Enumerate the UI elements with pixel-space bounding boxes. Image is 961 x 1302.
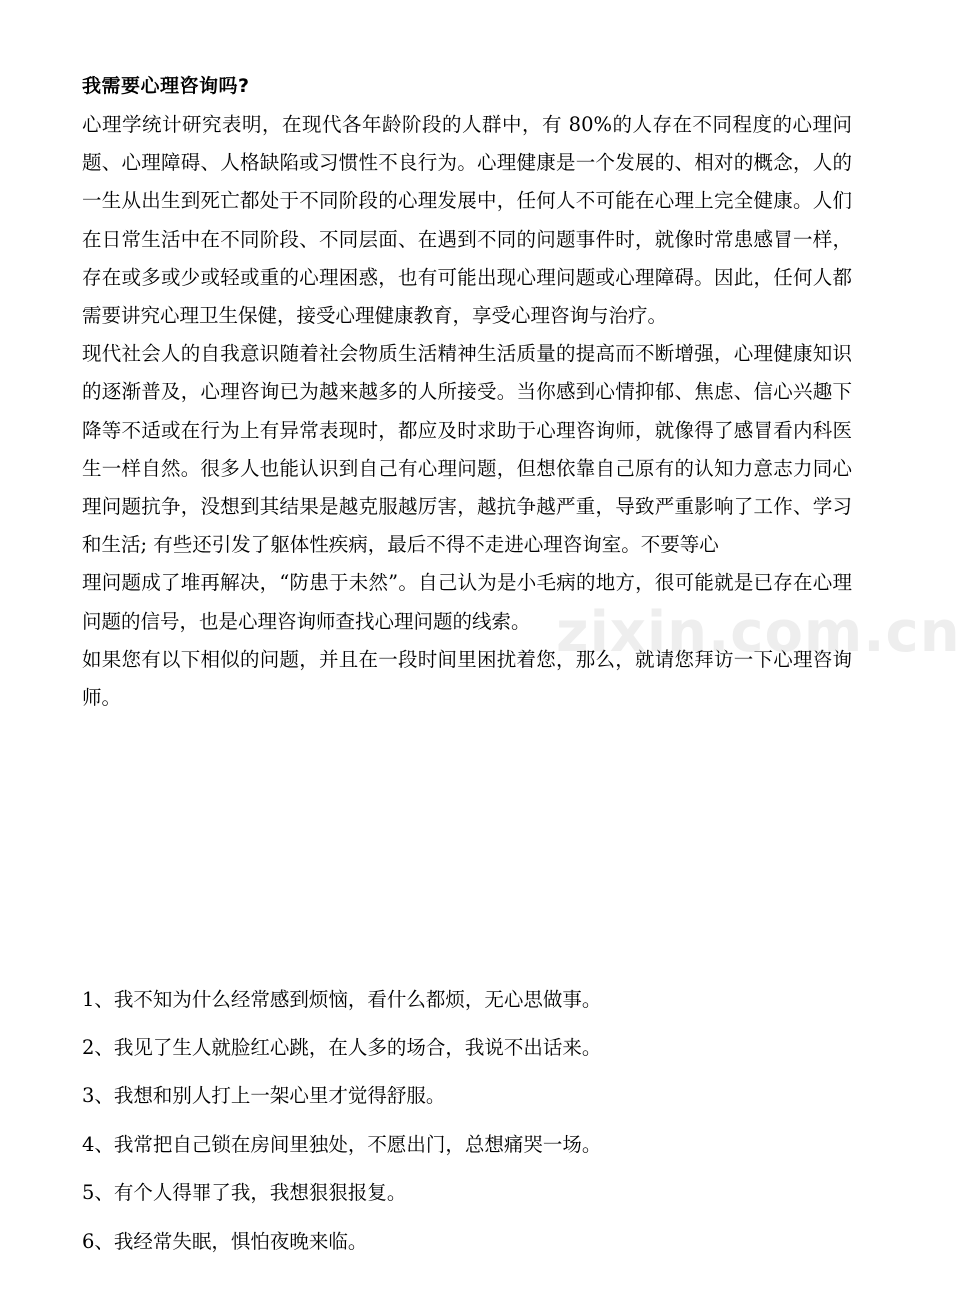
paragraph-2: 现代社会人的自我意识随着社会物质生活精神生活质量的提高而不断增强，心理健康知识的逐渐普及，心理咨询已为越来越多的人所接受。当你感到心情抑郁、焦虑、信心兴趣下降等不适或在行为上有异常表现时，都应及时求助于心理咨询师，就像得了感冒看内科医生一样自然。很多人也能认识到自己有心理问题，但想依靠自己原有的认知力意志力同心理问题抗争，没想到其结果是越克服越厉害，越抗争越严重，导致严重影响了工作、学习和生活; 有些还引发了躯体性疾病，最后不得不走进心理咨询室。不要等心	[82, 342, 852, 557]
paragraph-1: 心理学统计研究表明，在现代各年龄阶段的人群中，有 80%的人存在不同程度的心理问题、心理障碍、人格缺陷或习惯性不良行为。心理健康是一个发展的、相对的概念，人的一生从出生到死亡都处于不同阶段的心理发展中，任何人不可能在心理上完全健康。人们在日常生活中在不同阶段、不同层面、在遇到不同的问题事件时，就像时常患感冒一样，存在或多或少或轻或重的心理困惑，也有可能出现心理问题或心理障碍。因此，任何人都需要讲究心理卫生保健，接受心理健康教育，享受心理咨询与治疗。	[82, 113, 852, 328]
list-item: 5、有个人得罪了我，我想狠狠报复。	[82, 1181, 407, 1204]
paragraph-3: 理问题成了堆再解决，“防患于未然”。自己认为是小毛病的地方，很可能就是已存在心理问题的信号，也是心理咨询师查找心理问题的线索。	[82, 571, 852, 633]
list-item: 4、我常把自己锁在房间里独处，不愿出门，总想痛哭一场。	[82, 1133, 602, 1156]
list-item: 3、我想和别人打上一架心里才觉得舒服。	[82, 1084, 446, 1107]
paragraph-4: 如果您有以下相似的问题，并且在一段时间里困扰着您，那么，就请您拜访一下心理咨询师。	[82, 647, 852, 710]
watermark: zixin.com.cn	[556, 600, 961, 665]
list-item: 2、我见了生人就脸红心跳，在人多的场合，我说不出话来。	[82, 1036, 602, 1059]
list-item: 6、我经常失眠，惧怕夜晚来临。	[82, 1230, 368, 1253]
document-title: 我需要心理咨询吗?	[82, 75, 250, 97]
list-item: 1、我不知为什么经常感到烦恼，看什么都烦，无心思做事。	[82, 988, 602, 1011]
document-body	[82, 66, 852, 717]
